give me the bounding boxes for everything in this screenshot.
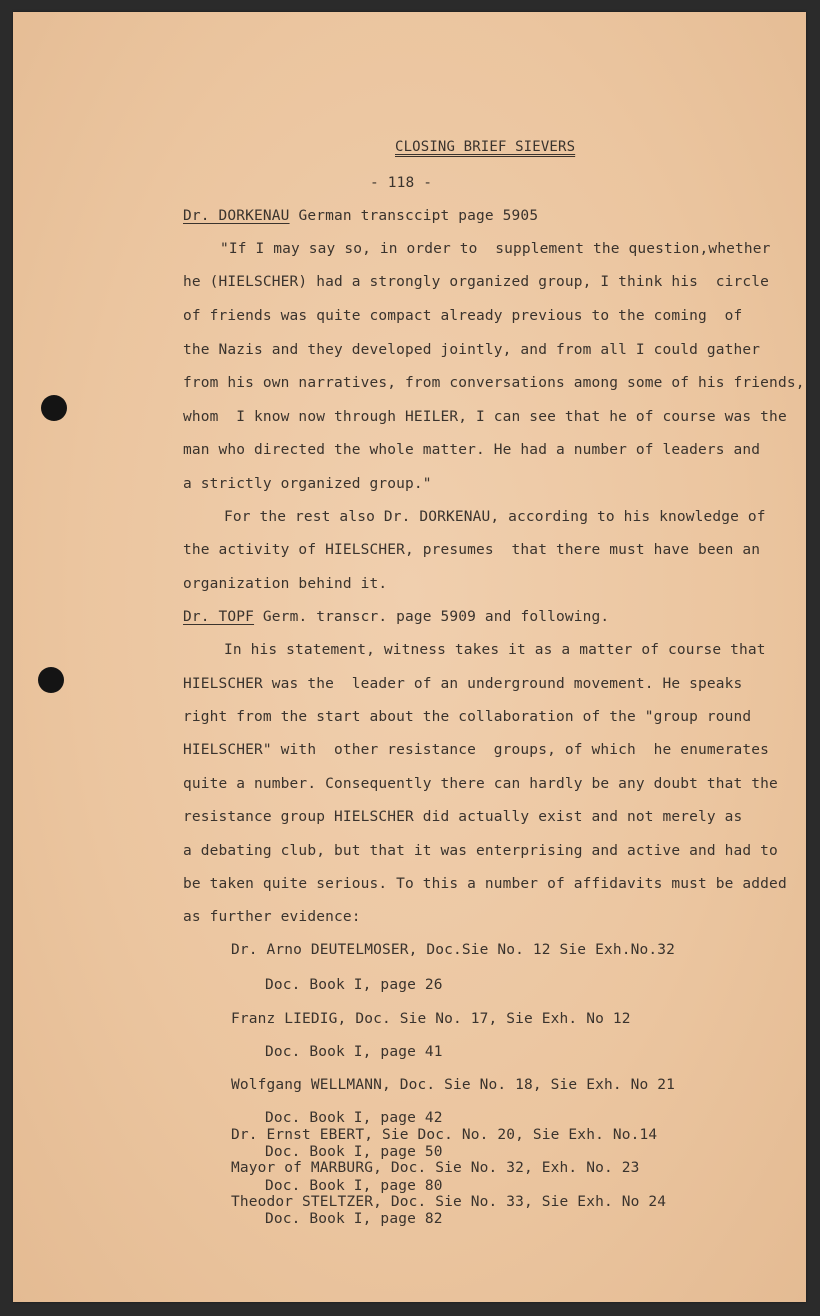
paragraph-line: the activity of HIELSCHER, presumes that there must have been an [183, 542, 761, 558]
quote-line: of friends was quite compact already previous to the coming of [183, 308, 743, 324]
paragraph-line: For the rest also Dr. DORKENAU, according to his knowledge of [224, 509, 766, 525]
witness-name: Dr. DORKENAU [183, 208, 290, 224]
paragraph-line: HIELSCHER was the leader of an underground movement. He speaks [183, 676, 743, 692]
affidavit-doc-book: Doc. Book I, page 26 [265, 977, 443, 993]
witness-name: Dr. TOPF [183, 609, 255, 625]
paragraph-line: quite a number. Consequently there can hardly be any doubt that the [183, 776, 778, 792]
affidavit-entry: Dr. Ernst EBERT, Sie Doc. No. 20, Sie Exh. No.14 [231, 1127, 658, 1143]
page-number: - 118 - [370, 175, 433, 191]
paragraph-line: In his statement, witness takes it as a matter of course that [224, 642, 766, 658]
affidavit-doc-book: Doc. Book I, page 80 [265, 1178, 443, 1194]
punch-hole-top [41, 395, 67, 421]
paragraph-line: organization behind it. [183, 576, 388, 592]
paragraph-line: right from the start about the collaboration of the "group round [183, 709, 752, 725]
quote-line: from his own narratives, from conversations among some of his friends, [183, 375, 805, 391]
affidavit-doc-book: Doc. Book I, page 42 [265, 1110, 443, 1126]
document-title: CLOSING BRIEF SIEVERS [395, 139, 576, 155]
quote-line: the Nazis and they developed jointly, and from all I could gather [183, 342, 761, 358]
quote-line: "If I may say so, in order to supplement the question,whether [220, 241, 771, 257]
affidavit-entry: Franz LIEDIG, Doc. Sie No. 17, Sie Exh. No 12 [231, 1011, 631, 1027]
transcript-reference: Germ. transcr. page 5909 and following. [254, 609, 610, 625]
quote-line: whom I know now through HEILER, I can see that he of course was the [183, 409, 787, 425]
affidavit-entry: Mayor of MARBURG, Doc. Sie No. 32, Exh. No. 23 [231, 1160, 640, 1176]
quote-line: he (HIELSCHER) had a strongly organized group, I think his circle [183, 274, 770, 290]
quote-line: man who directed the whole matter. He had a number of leaders and [183, 442, 761, 458]
affidavit-entry: Theodor STELTZER, Doc. Sie No. 33, Sie Exh. No 24 [231, 1194, 667, 1210]
section-heading [183, 209, 538, 224]
transcript-reference: German transccipt page 5905 [289, 208, 539, 224]
paragraph-line: a debating club, but that it was enterprising and active and had to [183, 843, 778, 859]
paragraph-line: be taken quite serious. To this a number of affidavits must be added [183, 876, 787, 892]
affidavit-doc-book: Doc. Book I, page 82 [265, 1211, 443, 1227]
paragraph-line: resistance group HIELSCHER did actually exist and not merely as [183, 809, 743, 825]
punch-hole-bottom [38, 667, 64, 693]
paragraph-line: as further evidence: [183, 909, 361, 925]
affidavit-entry: Wolfgang WELLMANN, Doc. Sie No. 18, Sie Exh. No 21 [231, 1077, 675, 1093]
affidavit-doc-book: Doc. Book I, page 41 [265, 1044, 443, 1060]
paragraph-line: HIELSCHER" with other resistance groups, of which he enumerates [183, 742, 770, 758]
quote-line: a strictly organized group." [183, 476, 432, 492]
section-heading [183, 610, 609, 625]
paper-page [13, 12, 806, 1302]
affidavit-doc-book: Doc. Book I, page 50 [265, 1144, 443, 1160]
affidavit-entry: Dr. Arno DEUTELMOSER, Doc.Sie No. 12 Sie Exh.No.32 [231, 942, 675, 958]
